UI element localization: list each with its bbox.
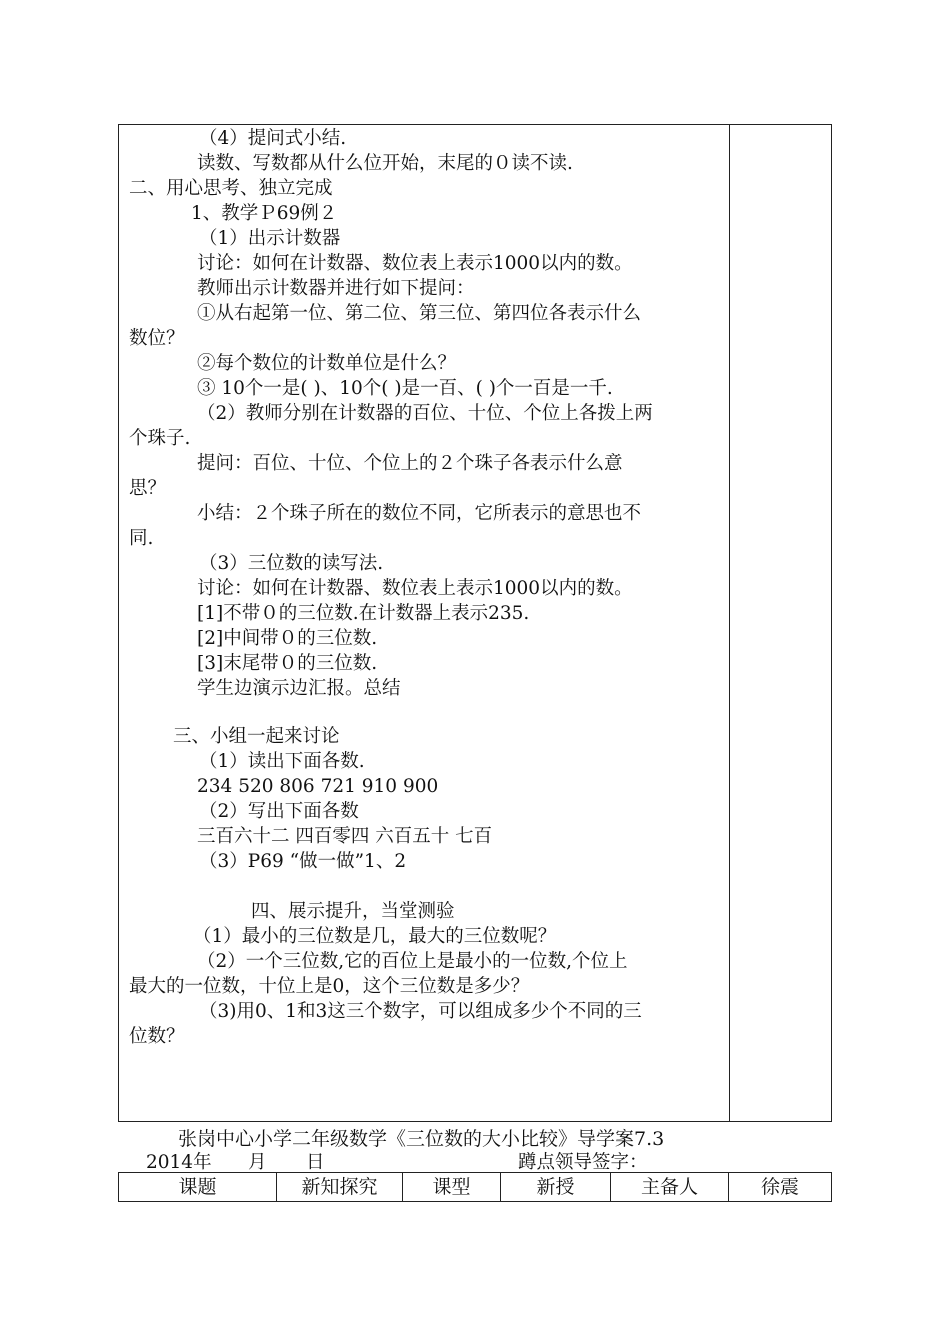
text-line: 小结：２个珠子所在的数位不同，它所表示的意思也不	[197, 503, 642, 524]
text-line: 个珠子.	[129, 428, 191, 449]
text-line: （1）读出下面各数.	[199, 751, 365, 772]
section-heading: 四、展示提升，当堂测验	[251, 901, 455, 922]
text-line: 教师出示计数器并进行如下提问：	[197, 278, 475, 299]
text-line: （2）教师分别在计数器的百位、十位、个位上各拨上两	[197, 403, 653, 424]
text-line: （1）出示计数器	[199, 228, 341, 249]
text-line: 1、教学Ｐ69例２	[191, 203, 338, 224]
info-cell-subject-label: 课题	[119, 1173, 277, 1201]
section-heading: 三、小组一起来讨论	[173, 726, 340, 747]
text-line: 思？	[129, 478, 167, 499]
text-line: （4）提问式小结.	[199, 128, 347, 149]
text-line: [3]末尾带０的三位数.	[197, 653, 378, 674]
info-cell-type-label: 课型	[403, 1173, 501, 1201]
info-cell-preparer-label: 主备人	[611, 1173, 729, 1201]
text-line: 数位？	[129, 328, 185, 349]
text-line: ①从右起第一位、第二位、第三位、第四位各表示什么	[197, 303, 642, 324]
text-line: （3）P69 “做一做”1、2	[199, 851, 407, 872]
text-line: 最大的一位数，十位上是0，这个三位数是多少？	[129, 976, 530, 997]
info-cell-preparer-value: 徐震	[760, 1176, 799, 1198]
text-line: 提问：百位、十位、个位上的２个珠子各表示什么意	[197, 453, 623, 474]
text-line: [2]中间带０的三位数.	[197, 628, 378, 649]
text-line: （2）一个三位数,它的百位上是最小的一位数,个位上	[197, 951, 628, 972]
text-line: （1）最小的三位数是几，最大的三位数呢？	[193, 926, 557, 947]
info-cell-subject-value: 新知探究	[277, 1173, 403, 1201]
info-cell-type-value: 新授	[501, 1173, 611, 1201]
supervisor-signature-label: 蹲点领导签字：	[518, 1152, 648, 1173]
section-heading: 二、用心思考、独立完成	[129, 178, 333, 199]
text-line: 三百六十二 四百零四 六百五十 七百	[197, 826, 493, 847]
document-title: 张岗中心小学二年级数学《三位数的大小比较》导学案7.3	[178, 1128, 665, 1150]
date-year: 2014年	[146, 1152, 212, 1173]
date-day: 日	[306, 1152, 325, 1173]
text-line: 学生边演示边汇报。总结	[197, 678, 401, 699]
lesson-content-table	[118, 124, 832, 1122]
lesson-info-table	[118, 1172, 832, 1202]
text-line: 位数？	[129, 1026, 185, 1047]
text-line: 讨论：如何在计数器、数位表上表示1000以内的数。	[197, 253, 633, 274]
text-line: 234 520 806 721 910 900	[197, 776, 439, 797]
text-line: 读数、写数都从什么位开始，末尾的０读不读.	[197, 153, 573, 174]
text-line: ②每个数位的计数单位是什么？	[197, 353, 457, 374]
text-line: [1]不带０的三位数.在计数器上表示235.	[197, 603, 530, 624]
text-line: ③ 10个一是( )、10个( )是一百、( )个一百是一千.	[197, 378, 613, 399]
text-line: （3）三位数的读写法.	[199, 553, 384, 574]
column-divider	[729, 125, 730, 1121]
text-line: 讨论：如何在计数器、数位表上表示1000以内的数。	[197, 578, 633, 599]
text-line: （2）写出下面各数	[199, 801, 359, 822]
date-month: 月	[248, 1152, 267, 1173]
text-line: （3)用0、1和3这三个数字，可以组成多少个不同的三	[199, 1001, 642, 1022]
text-line: 同.	[129, 528, 154, 549]
